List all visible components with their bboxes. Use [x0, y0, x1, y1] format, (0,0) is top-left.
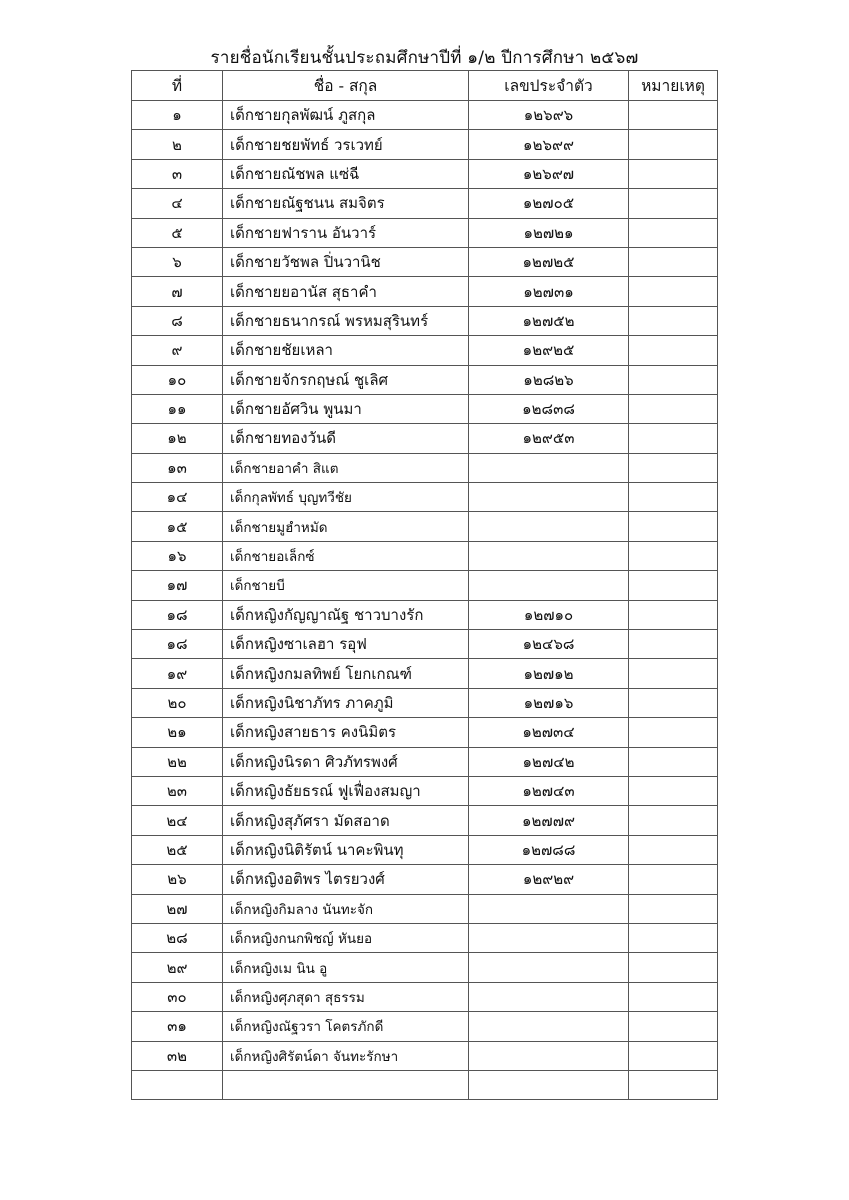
- student-id: [469, 923, 629, 952]
- student-name: เด็กหญิงศุภสุดา สุธรรม: [223, 982, 469, 1011]
- student-id: [469, 953, 629, 982]
- student-name: เด็กหญิงกัญญาณัฐ ชาวบางรัก: [223, 600, 469, 629]
- row-number: ๒๘: [132, 923, 223, 952]
- row-remark: [629, 541, 718, 570]
- table-row: [132, 630, 718, 659]
- row-remark: [629, 835, 718, 864]
- student-id: ๑๒๗๓๔: [469, 718, 629, 747]
- student-id: ๑๒๗๘๘: [469, 835, 629, 864]
- table-row: [132, 982, 718, 1011]
- student-name: เด็กชายวัชพล ปิ่นวานิช: [223, 247, 469, 276]
- student-id: [469, 483, 629, 512]
- student-id: ๑๒๙๕๓: [469, 424, 629, 453]
- row-number: ๓๒: [132, 1041, 223, 1070]
- student-name: เด็กชายชยพัทธ์ วรเวทย์: [223, 130, 469, 159]
- row-remark: [629, 600, 718, 629]
- row-remark: [629, 923, 718, 952]
- student-id: ๑๒๙๒๕: [469, 336, 629, 365]
- table-row: [132, 718, 718, 747]
- row-number: ๑: [132, 101, 223, 130]
- student-name: เด็กชายอัศวิน พูนมา: [223, 394, 469, 423]
- row-number: ๒๓: [132, 776, 223, 805]
- table-row: [132, 483, 718, 512]
- row-number: ๙: [132, 336, 223, 365]
- table-body: [132, 101, 718, 1100]
- student-name: เด็กชายอเล็กซ์: [223, 541, 469, 570]
- student-id: ๑๒๗๑๒: [469, 659, 629, 688]
- table-row: [132, 247, 718, 276]
- table-row: [132, 453, 718, 482]
- table-row: [132, 600, 718, 629]
- row-number: ๕: [132, 218, 223, 247]
- header-student-id: เลขประจำตัว: [469, 71, 629, 101]
- row-remark: [629, 247, 718, 276]
- row-number: ๑๘: [132, 630, 223, 659]
- table-row: [132, 130, 718, 159]
- table-row: [132, 953, 718, 982]
- student-name: เด็กชายมูฮำหมัด: [223, 512, 469, 541]
- row-remark: [629, 453, 718, 482]
- row-remark: [629, 894, 718, 923]
- student-id: ๑๒๗๑๖: [469, 688, 629, 717]
- row-number: ๒๔: [132, 806, 223, 835]
- student-id: [469, 894, 629, 923]
- row-remark: [629, 659, 718, 688]
- row-remark: [629, 571, 718, 600]
- student-id: ๑๒๗๗๙: [469, 806, 629, 835]
- student-id: [469, 512, 629, 541]
- row-remark: [629, 1070, 718, 1099]
- row-remark: [629, 630, 718, 659]
- row-remark: [629, 218, 718, 247]
- student-name: เด็กหญิงกนกพิชญ์ หันยอ: [223, 923, 469, 952]
- table-row: [132, 189, 718, 218]
- student-name: เด็กชายจักรกฤษณ์ ชูเลิศ: [223, 365, 469, 394]
- table-row: [132, 394, 718, 423]
- row-remark: [629, 277, 718, 306]
- table-row: [132, 424, 718, 453]
- row-number: ๑๒: [132, 424, 223, 453]
- table-row: [132, 1012, 718, 1041]
- row-remark: [629, 424, 718, 453]
- row-number: ๓: [132, 159, 223, 188]
- row-remark: [629, 512, 718, 541]
- row-number: ๒๕: [132, 835, 223, 864]
- table-row: [132, 306, 718, 335]
- student-name: เด็กหญิงณัฐวรา โคตรภักดี: [223, 1012, 469, 1041]
- row-remark: [629, 130, 718, 159]
- header-remark: หมายเหตุ: [629, 71, 718, 101]
- student-name: เด็กชายณัชพล แซ่ฉี: [223, 159, 469, 188]
- student-id: [469, 982, 629, 1011]
- student-id: ๑๒๖๙๖: [469, 101, 629, 130]
- student-id: ๑๒๘๒๖: [469, 365, 629, 394]
- row-number: ๒๑: [132, 718, 223, 747]
- table-row: [132, 1070, 718, 1099]
- row-number: ๑๐: [132, 365, 223, 394]
- table-header-row: [132, 71, 718, 101]
- header-number: ที่: [132, 71, 223, 101]
- student-name: เด็กชายยอานัส สุธาคำ: [223, 277, 469, 306]
- row-number: ๒๙: [132, 953, 223, 982]
- row-number: ๒๗: [132, 894, 223, 923]
- student-id: ๑๒๗๑๐: [469, 600, 629, 629]
- row-number: ๒๐: [132, 688, 223, 717]
- document-title: รายชื่อนักเรียนชั้นประถมศึกษาปีที่ ๑/๒ ปีการศึกษา ๒๕๖๗: [210, 48, 639, 68]
- row-number: ๑๗: [132, 571, 223, 600]
- row-number: ๑๖: [132, 541, 223, 570]
- student-id: ๑๒๖๙๗: [469, 159, 629, 188]
- row-number: ๘: [132, 306, 223, 335]
- row-remark: [629, 806, 718, 835]
- student-id: ๑๒๗๒๑: [469, 218, 629, 247]
- student-name: เด็กหญิงเม นิน อู: [223, 953, 469, 982]
- student-id: [469, 1070, 629, 1099]
- row-number: ๑๓: [132, 453, 223, 482]
- student-table: [131, 70, 718, 1100]
- table-row: [132, 101, 718, 130]
- student-id: [469, 453, 629, 482]
- row-remark: [629, 306, 718, 335]
- row-remark: [629, 365, 718, 394]
- student-name: เด็กกุลพัทธ์ บุญทวีชัย: [223, 483, 469, 512]
- student-id: ๑๒๙๒๙: [469, 865, 629, 894]
- row-remark: [629, 776, 718, 805]
- row-number: ๒๖: [132, 865, 223, 894]
- row-remark: [629, 159, 718, 188]
- table-row: [132, 835, 718, 864]
- student-name: เด็กหญิงนิชาภัทร ภาคภูมิ: [223, 688, 469, 717]
- row-remark: [629, 336, 718, 365]
- row-number: ๑๘: [132, 600, 223, 629]
- student-id: ๑๒๗๔๓: [469, 776, 629, 805]
- table-row: [132, 571, 718, 600]
- student-id: ๑๒๗๒๕: [469, 247, 629, 276]
- table-row: [132, 688, 718, 717]
- row-remark: [629, 483, 718, 512]
- student-id: ๑๒๗๕๒: [469, 306, 629, 335]
- row-number: ๑๑: [132, 394, 223, 423]
- row-number: ๓๑: [132, 1012, 223, 1041]
- table-row: [132, 1041, 718, 1070]
- table-row: [132, 865, 718, 894]
- row-number: ๗: [132, 277, 223, 306]
- row-number: ๖: [132, 247, 223, 276]
- student-name: เด็กหญิงธัยธรณ์ ฟูเฟื่องสมญา: [223, 776, 469, 805]
- table-row: [132, 336, 718, 365]
- student-name: เด็กชายทองวันดี: [223, 424, 469, 453]
- student-name: เด็กชายบี: [223, 571, 469, 600]
- student-id: ๑๒๗๓๑: [469, 277, 629, 306]
- student-name: เด็กหญิงอติพร ไตรยวงศ์: [223, 865, 469, 894]
- student-name: เด็กหญิงซาเลฮา รอุฟ: [223, 630, 469, 659]
- student-name: เด็กชายกุลพัฒน์ ภูสกุล: [223, 101, 469, 130]
- student-name: เด็กชายอาคำ สิแต: [223, 453, 469, 482]
- student-id: ๑๒๖๙๙: [469, 130, 629, 159]
- student-name: เด็กหญิงสุภัศรา มัดสอาด: [223, 806, 469, 835]
- table-row: [132, 923, 718, 952]
- row-number: ๒๒: [132, 747, 223, 776]
- row-number: ๑๔: [132, 483, 223, 512]
- row-remark: [629, 953, 718, 982]
- row-number: ๑๕: [132, 512, 223, 541]
- row-remark: [629, 982, 718, 1011]
- row-number: ๑๙: [132, 659, 223, 688]
- row-remark: [629, 101, 718, 130]
- table-row: [132, 747, 718, 776]
- row-remark: [629, 718, 718, 747]
- header-name: ชื่อ - สกุล: [223, 71, 469, 101]
- table-row: [132, 541, 718, 570]
- table-row: [132, 159, 718, 188]
- student-name: เด็กหญิงสายธาร คงนิมิตร: [223, 718, 469, 747]
- table-row: [132, 277, 718, 306]
- row-remark: [629, 688, 718, 717]
- student-name: เด็กหญิงกมลทิพย์ โยกเกณฑ์: [223, 659, 469, 688]
- student-name: เด็กหญิงศิรัตน์ดา จันทะรักษา: [223, 1041, 469, 1070]
- table-row: [132, 806, 718, 835]
- table-row: [132, 218, 718, 247]
- table-row: [132, 659, 718, 688]
- student-id: [469, 1012, 629, 1041]
- student-name: เด็กชายธนากรณ์ พรหมสุรินทร์: [223, 306, 469, 335]
- student-name: [223, 1070, 469, 1099]
- student-id: [469, 571, 629, 600]
- row-number: ๓๐: [132, 982, 223, 1011]
- table-row: [132, 776, 718, 805]
- student-id: [469, 541, 629, 570]
- student-id: [469, 1041, 629, 1070]
- student-name: เด็กชายณัฐชนน สมจิตร: [223, 189, 469, 218]
- row-remark: [629, 865, 718, 894]
- student-id: ๑๒๔๖๘: [469, 630, 629, 659]
- student-name: เด็กชายชัยเหลา: [223, 336, 469, 365]
- row-number: ๔: [132, 189, 223, 218]
- row-remark: [629, 747, 718, 776]
- table-row: [132, 894, 718, 923]
- row-remark: [629, 1012, 718, 1041]
- student-name: เด็กหญิงนิติรัตน์ นาคะพินทุ: [223, 835, 469, 864]
- row-remark: [629, 189, 718, 218]
- student-id: ๑๒๗๔๒: [469, 747, 629, 776]
- row-remark: [629, 1041, 718, 1070]
- row-number: ๒: [132, 130, 223, 159]
- student-id: ๑๒๗๐๕: [469, 189, 629, 218]
- row-remark: [629, 394, 718, 423]
- row-number: [132, 1070, 223, 1099]
- student-id: ๑๒๘๓๘: [469, 394, 629, 423]
- student-name: เด็กหญิงกิมลาง นันทะจัก: [223, 894, 469, 923]
- student-name: เด็กชายฟาราน อันวาร์: [223, 218, 469, 247]
- table-row: [132, 512, 718, 541]
- table-row: [132, 365, 718, 394]
- student-name: เด็กหญิงนิรดา ศิวภัทรพงศ์: [223, 747, 469, 776]
